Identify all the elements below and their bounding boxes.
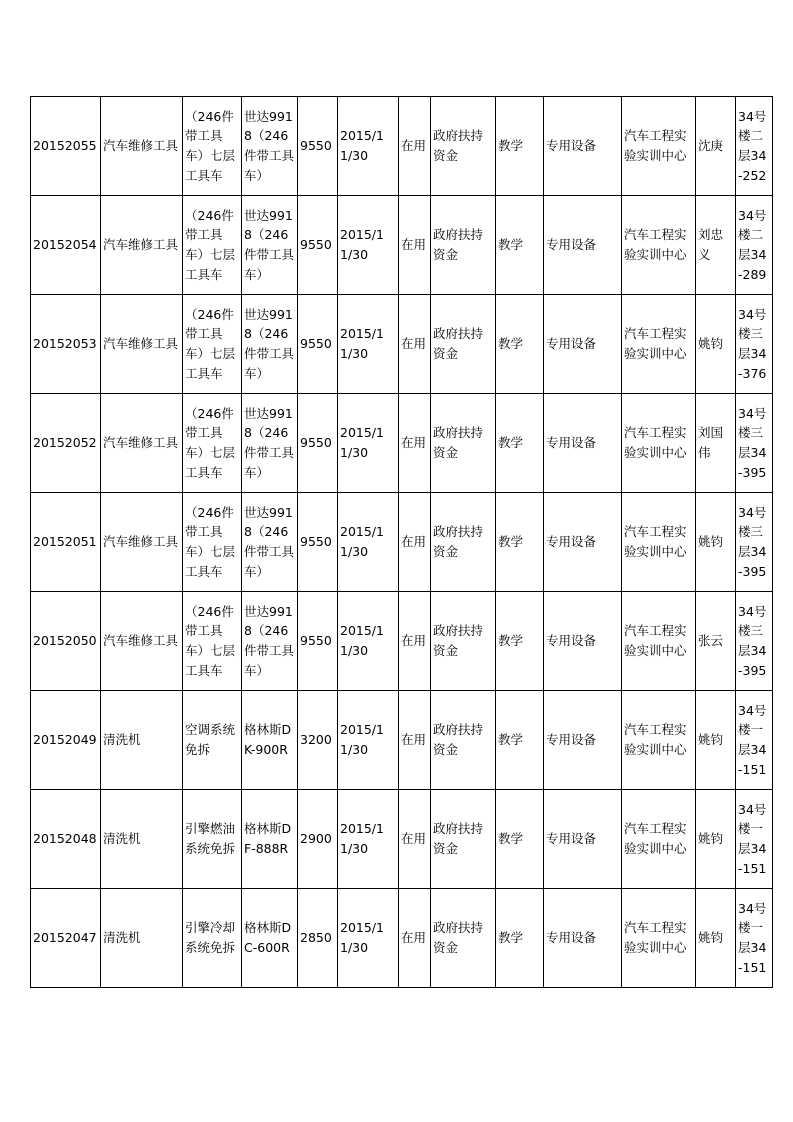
status-cell: 在用 xyxy=(399,691,431,790)
funding-source-cell: 政府扶持资金 xyxy=(431,691,496,790)
funding-source-cell: 政府扶持资金 xyxy=(431,295,496,394)
usage-cell: 教学 xyxy=(496,691,544,790)
purchase-date-cell: 2015/11/30 xyxy=(338,493,399,592)
table-row xyxy=(31,196,773,295)
purchase-date-cell: 2015/11/30 xyxy=(338,97,399,196)
asset-id-cell: 20152049 xyxy=(31,691,101,790)
asset-table xyxy=(30,96,773,988)
asset-id-cell: 20152052 xyxy=(31,394,101,493)
category-cell: 专用设备 xyxy=(544,394,622,493)
funding-source-cell: 政府扶持资金 xyxy=(431,97,496,196)
status-cell: 在用 xyxy=(399,592,431,691)
table-row xyxy=(31,691,773,790)
table-row xyxy=(31,889,773,988)
table-row xyxy=(31,394,773,493)
asset-name-cell: 汽车维修工具 xyxy=(101,97,183,196)
usage-cell: 教学 xyxy=(496,493,544,592)
table-row xyxy=(31,97,773,196)
department-cell: 汽车工程实验实训中心 xyxy=(622,196,696,295)
usage-cell: 教学 xyxy=(496,889,544,988)
asset-id-cell: 20152055 xyxy=(31,97,101,196)
purchase-date-cell: 2015/11/30 xyxy=(338,592,399,691)
keeper-cell: 张云 xyxy=(696,592,736,691)
keeper-cell: 姚钧 xyxy=(696,493,736,592)
model-cell: 世达9918（246件带工具车） xyxy=(242,97,298,196)
funding-source-cell: 政府扶持资金 xyxy=(431,889,496,988)
asset-id-cell: 20152048 xyxy=(31,790,101,889)
price-cell: 2900 xyxy=(298,790,338,889)
usage-cell: 教学 xyxy=(496,97,544,196)
location-cell: 34号楼三层34-376 xyxy=(736,295,773,394)
price-cell: 9550 xyxy=(298,493,338,592)
location-cell: 34号楼二层34-252 xyxy=(736,97,773,196)
model-cell: 世达9918（246件带工具车） xyxy=(242,295,298,394)
category-cell: 专用设备 xyxy=(544,493,622,592)
spec-cell: （246件带工具车）七层工具车 xyxy=(183,394,242,493)
keeper-cell: 姚钧 xyxy=(696,889,736,988)
model-cell: 世达9918（246件带工具车） xyxy=(242,394,298,493)
asset-name-cell: 汽车维修工具 xyxy=(101,394,183,493)
asset-id-cell: 20152053 xyxy=(31,295,101,394)
location-cell: 34号楼三层34-395 xyxy=(736,493,773,592)
department-cell: 汽车工程实验实训中心 xyxy=(622,295,696,394)
department-cell: 汽车工程实验实训中心 xyxy=(622,97,696,196)
purchase-date-cell: 2015/11/30 xyxy=(338,196,399,295)
usage-cell: 教学 xyxy=(496,196,544,295)
model-cell: 世达9918（246件带工具车） xyxy=(242,592,298,691)
funding-source-cell: 政府扶持资金 xyxy=(431,592,496,691)
purchase-date-cell: 2015/11/30 xyxy=(338,790,399,889)
category-cell: 专用设备 xyxy=(544,592,622,691)
location-cell: 34号楼一层34-151 xyxy=(736,889,773,988)
category-cell: 专用设备 xyxy=(544,790,622,889)
funding-source-cell: 政府扶持资金 xyxy=(431,790,496,889)
price-cell: 9550 xyxy=(298,394,338,493)
price-cell: 9550 xyxy=(298,97,338,196)
table-row xyxy=(31,592,773,691)
status-cell: 在用 xyxy=(399,493,431,592)
status-cell: 在用 xyxy=(399,790,431,889)
keeper-cell: 沈庚 xyxy=(696,97,736,196)
asset-name-cell: 清洗机 xyxy=(101,889,183,988)
model-cell: 格林斯DK-900R xyxy=(242,691,298,790)
purchase-date-cell: 2015/11/30 xyxy=(338,295,399,394)
department-cell: 汽车工程实验实训中心 xyxy=(622,889,696,988)
asset-name-cell: 汽车维修工具 xyxy=(101,592,183,691)
spec-cell: 引擎冷却系统免拆 xyxy=(183,889,242,988)
keeper-cell: 刘忠义 xyxy=(696,196,736,295)
usage-cell: 教学 xyxy=(496,790,544,889)
keeper-cell: 姚钧 xyxy=(696,295,736,394)
category-cell: 专用设备 xyxy=(544,691,622,790)
asset-name-cell: 汽车维修工具 xyxy=(101,295,183,394)
usage-cell: 教学 xyxy=(496,592,544,691)
asset-name-cell: 清洗机 xyxy=(101,691,183,790)
purchase-date-cell: 2015/11/30 xyxy=(338,691,399,790)
asset-id-cell: 20152047 xyxy=(31,889,101,988)
model-cell: 格林斯DF-888R xyxy=(242,790,298,889)
purchase-date-cell: 2015/11/30 xyxy=(338,889,399,988)
spec-cell: （246件带工具车）七层工具车 xyxy=(183,493,242,592)
purchase-date-cell: 2015/11/30 xyxy=(338,394,399,493)
table-row xyxy=(31,295,773,394)
location-cell: 34号楼一层34-151 xyxy=(736,691,773,790)
location-cell: 34号楼一层34-151 xyxy=(736,790,773,889)
usage-cell: 教学 xyxy=(496,394,544,493)
asset-name-cell: 清洗机 xyxy=(101,790,183,889)
spec-cell: 引擎燃油系统免拆 xyxy=(183,790,242,889)
department-cell: 汽车工程实验实训中心 xyxy=(622,394,696,493)
status-cell: 在用 xyxy=(399,394,431,493)
department-cell: 汽车工程实验实训中心 xyxy=(622,592,696,691)
spec-cell: （246件带工具车）七层工具车 xyxy=(183,196,242,295)
spec-cell: （246件带工具车）七层工具车 xyxy=(183,295,242,394)
category-cell: 专用设备 xyxy=(544,889,622,988)
keeper-cell: 姚钧 xyxy=(696,691,736,790)
asset-name-cell: 汽车维修工具 xyxy=(101,493,183,592)
model-cell: 世达9918（246件带工具车） xyxy=(242,196,298,295)
asset-id-cell: 20152054 xyxy=(31,196,101,295)
price-cell: 9550 xyxy=(298,196,338,295)
status-cell: 在用 xyxy=(399,97,431,196)
spec-cell: （246件带工具车）七层工具车 xyxy=(183,97,242,196)
department-cell: 汽车工程实验实训中心 xyxy=(622,790,696,889)
location-cell: 34号楼三层34-395 xyxy=(736,394,773,493)
asset-id-cell: 20152050 xyxy=(31,592,101,691)
asset-id-cell: 20152051 xyxy=(31,493,101,592)
status-cell: 在用 xyxy=(399,889,431,988)
table-row xyxy=(31,493,773,592)
funding-source-cell: 政府扶持资金 xyxy=(431,196,496,295)
status-cell: 在用 xyxy=(399,295,431,394)
price-cell: 9550 xyxy=(298,592,338,691)
keeper-cell: 刘国伟 xyxy=(696,394,736,493)
table-row xyxy=(31,790,773,889)
model-cell: 格林斯DC-600R xyxy=(242,889,298,988)
department-cell: 汽车工程实验实训中心 xyxy=(622,691,696,790)
funding-source-cell: 政府扶持资金 xyxy=(431,394,496,493)
price-cell: 3200 xyxy=(298,691,338,790)
price-cell: 2850 xyxy=(298,889,338,988)
category-cell: 专用设备 xyxy=(544,196,622,295)
asset-name-cell: 汽车维修工具 xyxy=(101,196,183,295)
location-cell: 34号楼三层34-395 xyxy=(736,592,773,691)
spec-cell: 空调系统免拆 xyxy=(183,691,242,790)
spec-cell: （246件带工具车）七层工具车 xyxy=(183,592,242,691)
funding-source-cell: 政府扶持资金 xyxy=(431,493,496,592)
category-cell: 专用设备 xyxy=(544,295,622,394)
keeper-cell: 姚钧 xyxy=(696,790,736,889)
price-cell: 9550 xyxy=(298,295,338,394)
location-cell: 34号楼二层34-289 xyxy=(736,196,773,295)
table-body xyxy=(31,97,773,988)
department-cell: 汽车工程实验实训中心 xyxy=(622,493,696,592)
usage-cell: 教学 xyxy=(496,295,544,394)
category-cell: 专用设备 xyxy=(544,97,622,196)
model-cell: 世达9918（246件带工具车） xyxy=(242,493,298,592)
status-cell: 在用 xyxy=(399,196,431,295)
